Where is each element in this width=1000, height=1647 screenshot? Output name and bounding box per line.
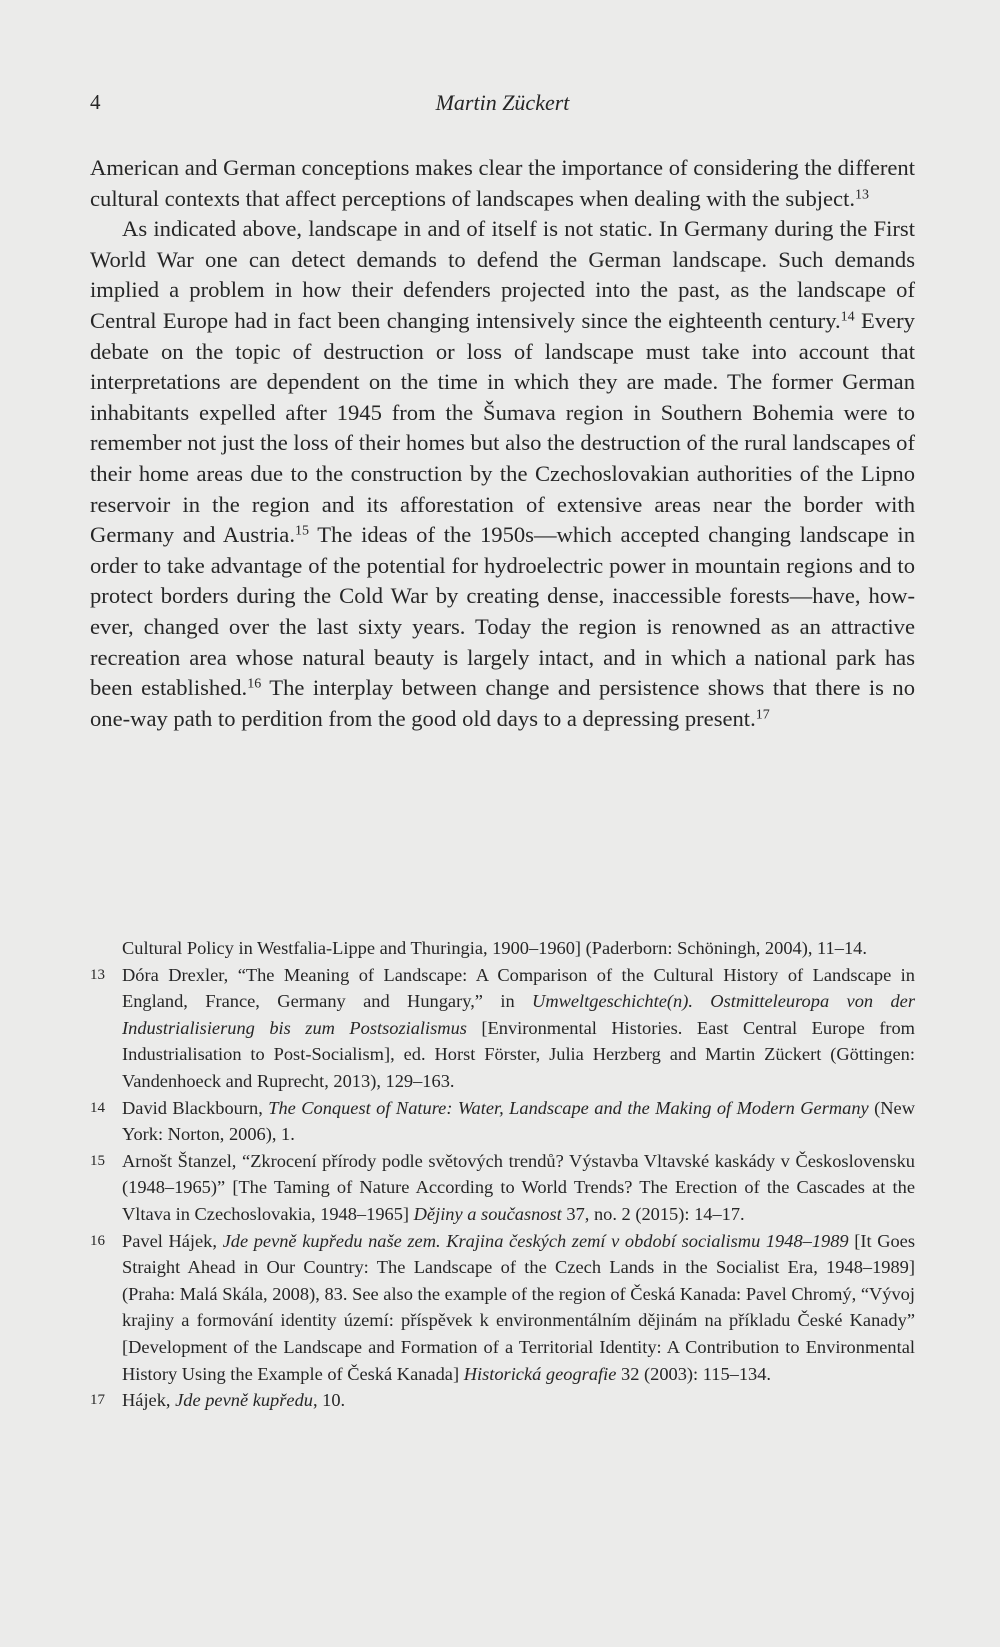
footnote-14-number: 14 xyxy=(90,1099,105,1116)
note-ref-17: 17 xyxy=(755,706,770,722)
note-ref-16: 16 xyxy=(247,676,262,692)
footnote-16-title: Jde pevně kupředu naše zem. Krajina českých zemí v období socialismu 1948–1989 xyxy=(222,1230,849,1251)
paragraph-2-part-1: As indicated above, landscape in and of itself is not static. In Germany during the First World War one can detect demands to defend the German landscape. Such demands implied a problem in how their defenders projected into the past, as the landscape of Central Europe had in fact been changing intensively since the eighteenth century. xyxy=(90,216,915,333)
footnote-16-journal: Historická geografie xyxy=(463,1363,617,1384)
note-ref-15: 15 xyxy=(294,523,309,539)
footnote-14 xyxy=(90,1095,915,1148)
footnote-13-text-c: [Environmental Histories. East Central Europe from Industrialisation to Post-Socialism], ed. Horst Förster, Julia Herzberg and Martin Zückert (Göttingen: Vandenhoeck and Ruprecht, 2013), 129–163. xyxy=(122,1017,915,1091)
footnote-13-title: Umweltgeschichte(n). Ostmitteleuropa von der Industrialisierung bis zum Postsozialismus xyxy=(122,991,915,1038)
footnote-16-text-c: [It Goes Straight Ahead in Our Country: The Landscape of the Czech Lands in the Socialist Era, 1948–1989] (Praha: Malá Skála, 2008), 83. See also the example of the region of Česká Kanada: Pavel Chromý, “Vývoj krajiny a formování identity území: příspěvek k environmentálním dějinám na příkladu České Kanady” [Development of the Landscape and Formation of a Territorial Identity: A Contribution to Environmental History Using the Example of Česká Kanada] xyxy=(122,1230,915,1384)
footnote-15-number: 15 xyxy=(90,1152,105,1169)
main-text xyxy=(90,153,915,734)
page-number: 4 xyxy=(90,90,101,114)
footnote-15-text-a: Arnošt Štanzel, “Zkrocení přírody podle světových trendů? Výstavba Vltavské kaskády v Československu (1948–1965)” [The Taming of Nature According to World Trends? The Erection of the Cascades at the Vltava in Czechoslovakia, 1948–1965] xyxy=(122,1150,915,1224)
paragraph-2-part-2: Every debate on the topic of destruction or loss of landscape must take into account that interpretations are dependent on the time in which they are made. The former German inhabitants expelled after 1945 from the Šumava region in Southern Bohemia were to remember not just the loss of their homes but also the destruction of the rural landscapes of their home areas due to the construction by the Czechoslovakian authorities of the Lipno reservoir in the region and its afforestation of extensive areas near the border with Germany and Austria. xyxy=(90,307,915,548)
page-header xyxy=(90,90,915,120)
footnote-13-text-a: Dóra Drexler, “The Meaning of Landscape: A Comparison of the Cultural History of Landscape in England, France, Germany and Hungary,” in xyxy=(122,964,915,1012)
paragraph-1-text: American and German conceptions makes clear the importance of considering the different cultural contexts that affect perceptions of landscapes when dealing with the subject. xyxy=(90,155,915,211)
footnote-continued xyxy=(90,935,915,962)
footnote-17-title: Jde pevně kupředu xyxy=(175,1390,313,1411)
footnote-13-number: 13 xyxy=(90,966,105,983)
footnote-16-text-e: 32 (2003): 115–134. xyxy=(616,1363,772,1384)
footnote-17-number: 17 xyxy=(90,1392,105,1409)
footnote-15-text-c: 37, no. 2 (2015): 14–17. xyxy=(561,1203,745,1224)
footnote-14-text-a: David Blackbourn, xyxy=(122,1097,269,1118)
paragraph-1 xyxy=(90,153,915,214)
footnote-continued-text: Cultural Policy in Westfalia-Lippe and Thuringia, 1900–1960] (Paderborn: Schöningh, 2004), 11–14. xyxy=(122,938,867,958)
note-ref-13: 13 xyxy=(855,186,869,202)
running-head-author: Martin Zückert xyxy=(435,90,570,115)
footnote-14-text-c: (New York: Norton, 2006), 1. xyxy=(122,1097,915,1145)
footnote-13 xyxy=(90,962,915,1095)
footnote-17 xyxy=(90,1387,915,1414)
paragraph-2-part-4: The interplay between change and persistence shows that there is no one-way path to perdition from the good old days to a depressing present. xyxy=(90,675,915,731)
footnote-16 xyxy=(90,1228,915,1388)
footnote-17-text-c: , 10. xyxy=(312,1390,346,1411)
footnote-16-text-a: Pavel Hájek, xyxy=(122,1230,223,1251)
footnotes xyxy=(90,935,915,1414)
footnote-15 xyxy=(90,1148,915,1228)
footnote-16-number: 16 xyxy=(90,1232,105,1249)
footnote-15-journal: Dějiny a současnost xyxy=(413,1203,562,1224)
footnote-14-title: The Conquest of Nature: Water, Landscape and the Making of Modern Germany xyxy=(268,1097,869,1118)
paragraph-2 xyxy=(90,214,915,734)
footnote-17-text-a: Hájek, xyxy=(122,1390,176,1411)
note-ref-14: 14 xyxy=(840,309,855,325)
paragraph-2-part-3: The ideas of the 1950s—which accepted changing landscape in order to take advantage of the potential for hydroelectric power in mountain regions and to protect borders during the Cold War by creating dense, inaccessible forests—have, however, changed over the last sixty years. Today the region is renowned as an attractive recreation area whose natural beauty is largely intact, and in which a national park has been established. xyxy=(90,522,915,701)
